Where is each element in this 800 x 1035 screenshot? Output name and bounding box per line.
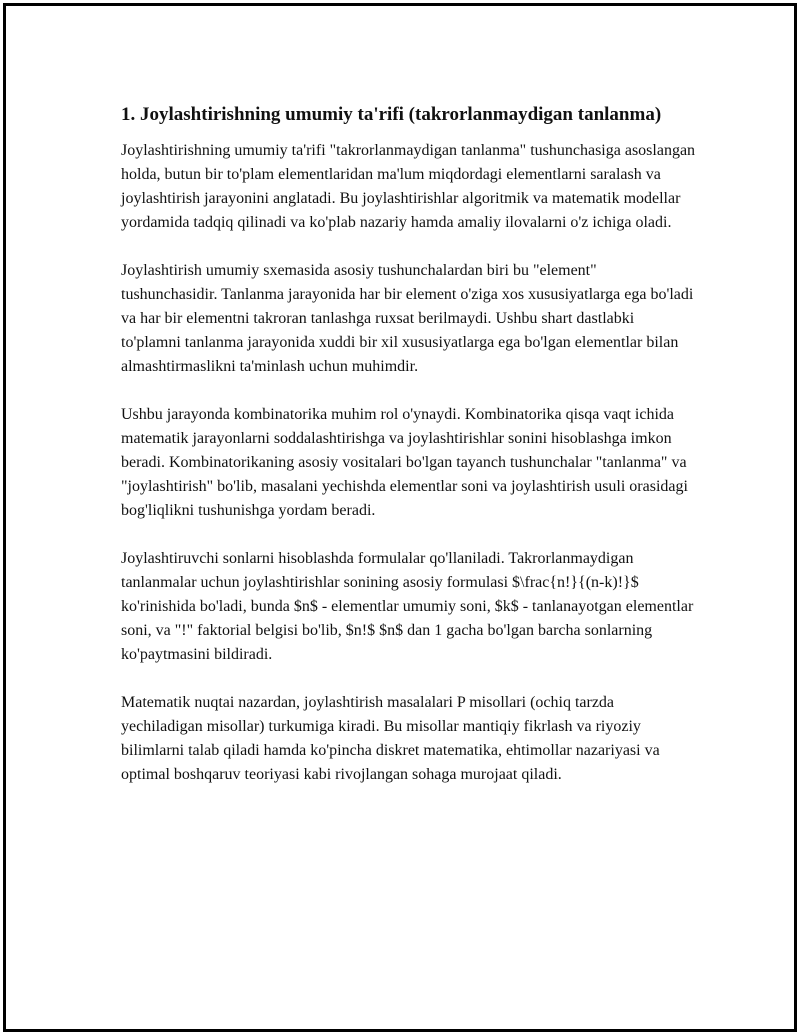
page-frame	[3, 3, 797, 1032]
paragraph-4: Joylashtiruvchi sonlarni hisoblashda formulalar qo'llaniladi. Takrorlanmaydigan tanlanmalar uchun joylashtirishlar sonining asosiy formulasi $\frac{n!}{(n-k)!}$ ko'rinishida bo'ladi, bunda $n$ - elementlar umumiy soni, $k$ - tanlanayotgan elementlar soni, va "!" faktorial belgisi bo'lib, $n!$ $n$ dan 1 gacha bo'lgan barcha sonlarning ko'paytmasini bildiradi.	[121, 550, 694, 663]
paragraph-5: Matematik nuqtai nazardan, joylashtirish masalalari P misollari (ochiq tarzda yechiladigan misollar) turkumiga kiradi. Bu misollar mantiqiy fikrlash va riyoziy bilimlarni talab qiladi hamda ko'pincha diskret matematika, ehtimollar nazariyasi va optimal boshqaruv teoriyasi kabi rivojlangan sohaga murojaat qiladi.	[121, 694, 660, 783]
section-heading: 1. Joylashtirishning umumiy ta'rifi (takrorlanmaydigan tanlanma)	[121, 104, 662, 125]
paragraph-3: Ushbu jarayonda kombinatorika muhim rol o'ynaydi. Kombinatorika qisqa vaqt ichida matematik jarayonlarni soddalashtirishga va joylashtirishlar sonini hisoblashga imkon beradi. Kombinatorikaning asosiy vositalari bo'lgan tayanch tushunchalar "tanlanma" va "joylashtirish" bo'lib, masalani yechishda elementlar soni va joylashtirish usuli orasidagi bog'liqlikni tushunishga yordam beradi.	[121, 406, 688, 519]
paragraph-2: Joylashtirish umumiy sxemasida asosiy tushunchalardan biri bu "element" tushunchasidir. Tanlanma jarayonida har bir element o'ziga xos xususiyatlarga ega bo'ladi va har bir elementni takroran tanlashga ruxsat berilmaydi. Ushbu shart dastlabki to'plamni tanlanma jarayonida xuddi bir xil xususiyatlarga ega bo'lgan elementlar bilan almashtirmaslikni ta'minlash uchun muhimdir.	[121, 262, 694, 375]
paragraph-1: Joylashtirishning umumiy ta'rifi "takrorlanmaydigan tanlanma" tushunchasiga asoslangan holda, butun bir to'plam elementlaridan ma'lum miqdordagi elementlarni saralash va joylashtirish jarayonini anglatadi. Bu joylashtirishlar algoritmik va matematik modellar yordamida tadqiq qilinadi va ko'plab nazariy hamda amaliy ilovalarni o'z ichiga oladi.	[121, 142, 696, 231]
document-content	[121, 101, 696, 811]
